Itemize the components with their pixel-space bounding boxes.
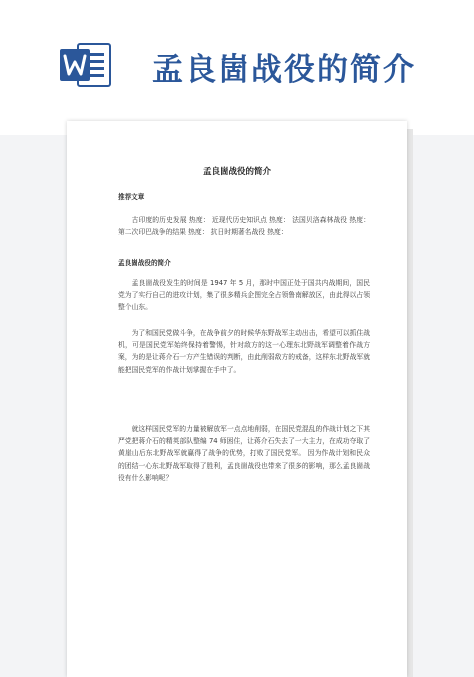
document-page — [67, 121, 407, 677]
header-banner — [0, 0, 474, 135]
recommended-articles: 古印度的历史发展 热度： 近现代历史知识点 热度： 法国贝洛森林战役 热度： 第二次印巴战争的结果 热度： 抗日时期著名战役 热度： — [118, 216, 370, 237]
document-title: 孟良崮战役的简介 — [202, 167, 271, 177]
page-title: 孟良崮战役的简介 — [152, 52, 416, 88]
paragraph-2: 为了和国民党做斗争，在战争前夕的时候华东野战军主动出击，希望可以抓住战机，可是国民党军始终保持着警惕，针对敌方的这一心理东北野战军调整着作战方案，为的是让蒋介石一方产生错误的判断，由此削弱敌方的戒备，这样东北野战军就能把国民党军的作战计划掌握在手中了。 — [118, 329, 370, 374]
paragraph-3: 就这样国民党军的力量被解放军一点点地削弱，在国民党混乱的作战计划之下其严党把蒋介石的精英部队整编 74 师困住，让蒋介石失去了一大主力，在成功夺取了黄崖山后东北野战军就赢得了战争的优势，打败了国民党军。 因为作战计划和民众的团结一心东北野战军取得了胜利，孟良崮战役也带来了很多的影响，那么孟良崮战役有什么影响呢？ — [118, 425, 370, 482]
section-heading: 孟良崮战役的简介 — [118, 259, 171, 267]
recommended-label: 推荐文章 — [118, 193, 145, 201]
word-icon — [58, 38, 112, 92]
paragraph-1: 孟良崮战役发生的时间是 1947 年 5 月，那时中国正处于国共内战期间，国民党为了实行自己的进攻计划，集了很多精兵企图完全占领鲁南解放区，由此得以占领整个山东。 — [118, 279, 370, 312]
